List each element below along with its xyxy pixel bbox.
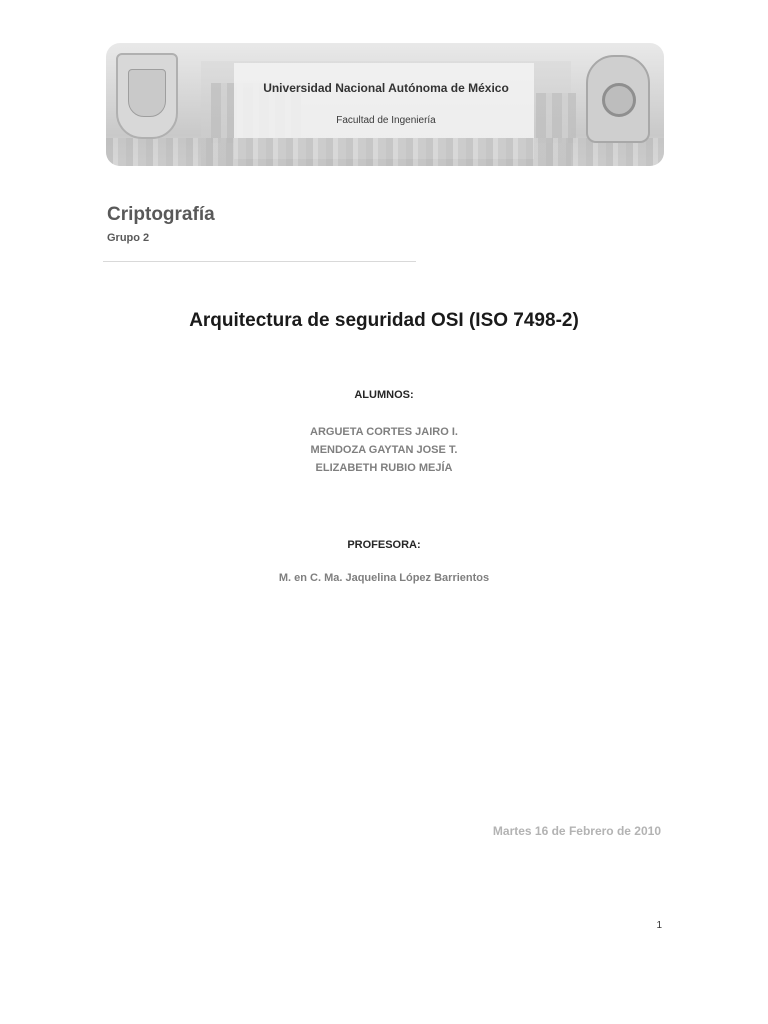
divider-line: [103, 261, 416, 262]
trees-silhouette: [106, 138, 664, 166]
university-name: Universidad Nacional Autónoma de México: [263, 81, 509, 95]
student-name: MENDOZA GAYTAN JOSE T.: [310, 444, 458, 456]
professor-label: PROFESORA:: [347, 539, 421, 551]
course-group: Grupo 2: [107, 232, 150, 244]
student-name: ARGUETA CORTES JAIRO I.: [310, 426, 458, 438]
header-banner: [106, 43, 664, 166]
engineering-faculty-logo: [586, 55, 650, 143]
document-title: Arquitectura de seguridad OSI (ISO 7498-2): [189, 310, 579, 331]
student-name: ELIZABETH RUBIO MEJÍA: [315, 462, 453, 474]
shield-emblem: [128, 69, 166, 117]
page-number: 1: [656, 920, 662, 931]
document-date: Martes 16 de Febrero de 2010: [492, 824, 661, 838]
gear-icon: [602, 83, 636, 117]
building-windows: [536, 93, 576, 143]
students-label: ALUMNOS:: [354, 389, 414, 401]
course-name: Criptografía: [107, 204, 215, 225]
professor-name: M. en C. Ma. Jaquelina López Barrientos: [278, 572, 490, 584]
unam-shield-logo: [116, 53, 178, 139]
faculty-name: Facultad de Ingeniería: [336, 115, 436, 126]
